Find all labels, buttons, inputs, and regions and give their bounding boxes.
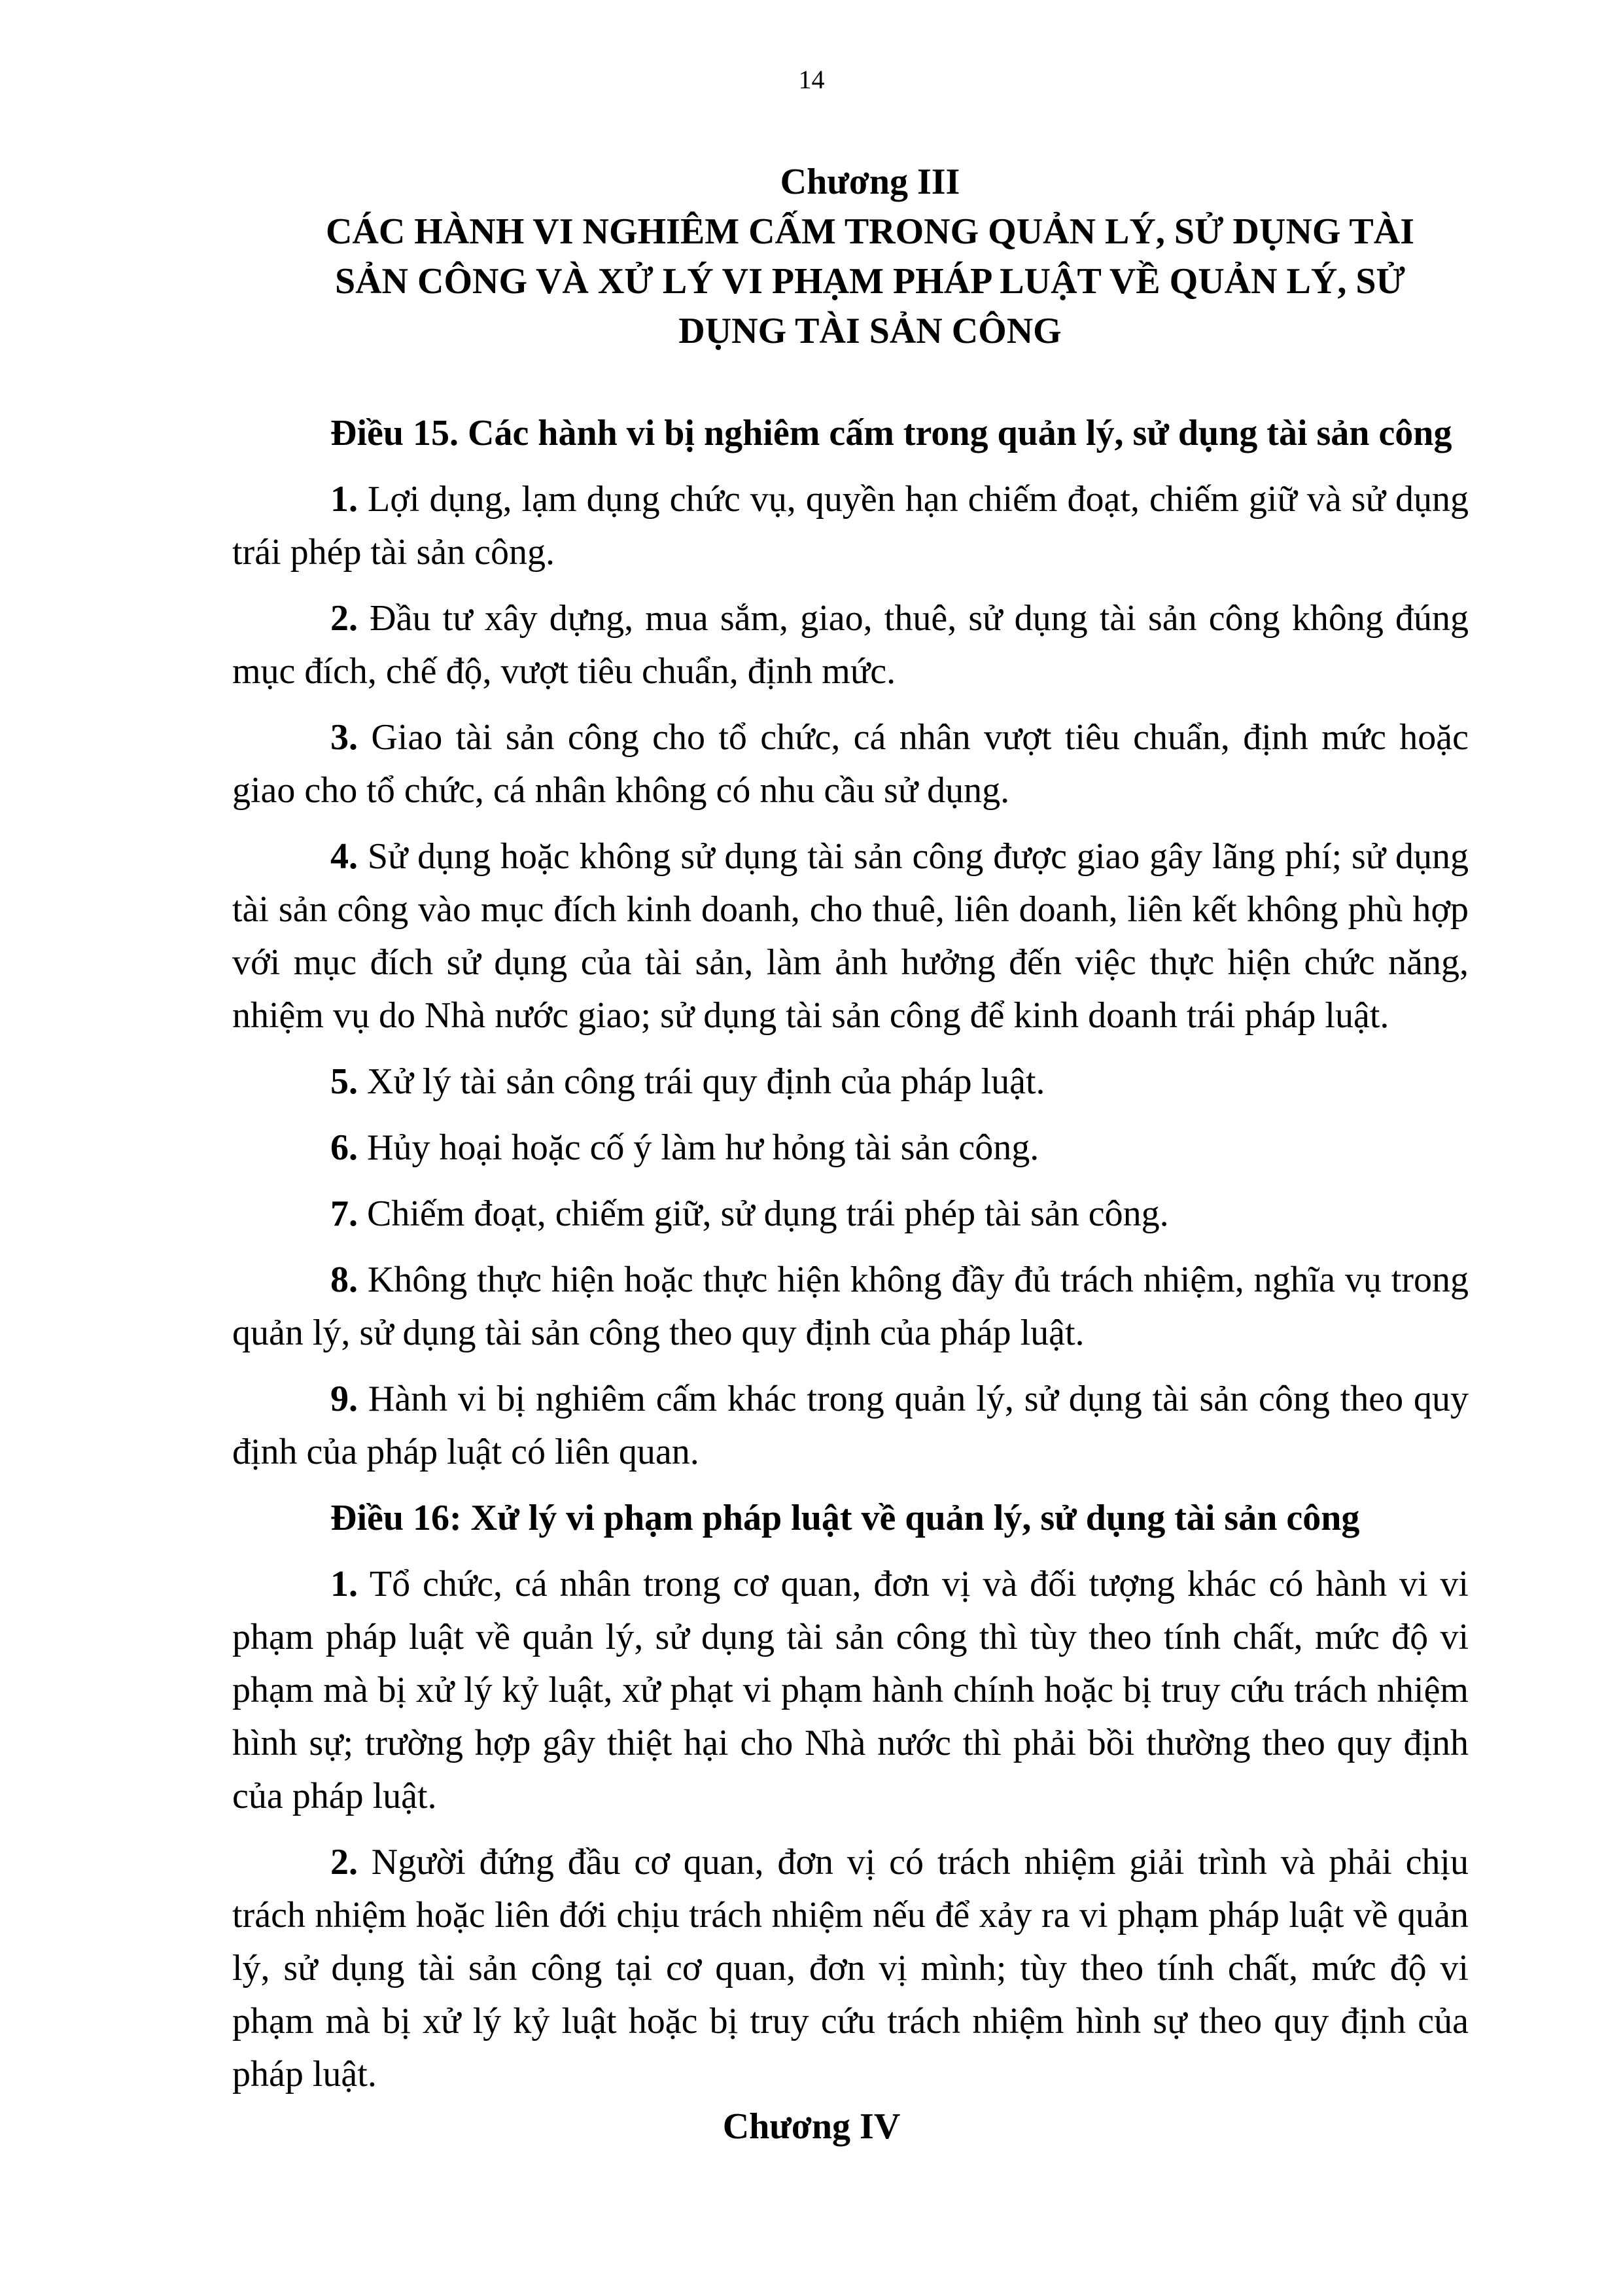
article-15-item-3 <box>232 711 1469 817</box>
article-16-item-1 <box>232 1558 1469 1823</box>
article-15-item-6 <box>232 1122 1469 1174</box>
chapter-3-title-line-3: DỤNG TÀI SẢN CÔNG <box>678 311 1062 351</box>
article-15-item-9 <box>232 1373 1469 1479</box>
item-number: 4. <box>330 836 358 877</box>
item-text: Người đứng đầu cơ quan, đơn vị có trách nhiệm giải trình và phải chịu trách nhiệm hoặc liên đới chịu trách nhiệm nếu để xảy ra vi phạm pháp luật về quản lý, sử dụng tài sản công tại cơ quan, đơn vị mình; tùy theo tính chất, mức độ vi phạm mà bị xử lý kỷ luật hoặc bị truy cứu trách nhiệm hình sự theo quy định của pháp luật. <box>232 1842 1469 2094</box>
item-number: 6. <box>330 1127 358 1168</box>
chapter-3-title-line-1: CÁC HÀNH VI NGHIÊM CẤM TRONG QUẢN LÝ, SỬ DỤNG TÀI <box>325 211 1415 252</box>
item-number: 1. <box>330 479 358 520</box>
article-16-title: Điều 16: Xử lý vi phạm pháp luật về quản lý, sử dụng tài sản công <box>330 1498 1360 1538</box>
item-text: Giao tài sản công cho tổ chức, cá nhân vượt tiêu chuẩn, định mức hoặc giao cho tổ chức, cá nhân không có nhu cầu sử dụng. <box>232 717 1469 811</box>
item-number: 1. <box>330 1564 358 1604</box>
document-body <box>232 407 1469 2114</box>
item-text: Hành vi bị nghiêm cấm khác trong quản lý, sử dụng tài sản công theo quy định của pháp luật có liên quan. <box>232 1379 1469 1472</box>
chapter-3-heading <box>288 157 1452 356</box>
item-number: 2. <box>330 1842 358 1882</box>
item-number: 3. <box>330 717 358 758</box>
article-15-item-8 <box>232 1254 1469 1360</box>
chapter-3-label: Chương III <box>780 162 960 202</box>
item-number: 9. <box>330 1379 358 1419</box>
item-text: Lợi dụng, lạm dụng chức vụ, quyền hạn chiếm đoạt, chiếm giữ và sử dụng trái phép tài sản công. <box>232 479 1469 573</box>
article-15-item-1 <box>232 473 1469 579</box>
item-number: 5. <box>330 1061 358 1102</box>
article-15-title: Điều 15. Các hành vi bị nghiêm cấm trong quản lý, sử dụng tài sản công <box>330 413 1452 453</box>
item-text: Tổ chức, cá nhân trong cơ quan, đơn vị và đối tượng khác có hành vi vi phạm pháp luật về quản lý, sử dụng tài sản công thì tùy theo tính chất, mức độ vi phạm mà bị xử lý kỷ luật, xử phạt vi phạm hành chính hoặc bị truy cứu trách nhiệm hình sự; trường hợp gây thiệt hại cho Nhà nước thì phải bồi thường theo quy định của pháp luật. <box>232 1564 1469 1816</box>
chapter-3-title-line-2: SẢN CÔNG VÀ XỬ LÝ VI PHẠM PHÁP LUẬT VỀ QUẢN LÝ, SỬ <box>334 261 1406 302</box>
item-text: Đầu tư xây dựng, mua sắm, giao, thuê, sử dụng tài sản công không đúng mục đích, chế độ, vượt tiêu chuẩn, định mức. <box>232 598 1469 692</box>
chapter-4-label: Chương IV <box>722 2106 901 2147</box>
article-15-item-4 <box>232 830 1469 1042</box>
page-number: 14 <box>798 65 825 94</box>
article-15-item-2 <box>232 592 1469 698</box>
item-number: 7. <box>330 1193 358 1234</box>
item-text: Hủy hoại hoặc cố ý làm hư hỏng tài sản công. <box>358 1127 1039 1168</box>
article-15-item-5 <box>232 1055 1469 1108</box>
article-15-item-7 <box>232 1188 1469 1241</box>
item-text: Xử lý tài sản công trái quy định của pháp luật. <box>358 1061 1045 1102</box>
item-text: Sử dụng hoặc không sử dụng tài sản công được giao gây lãng phí; sử dụng tài sản công vào mục đích kinh doanh, cho thuê, liên doanh, liên kết không phù hợp với mục đích sử dụng của tài sản, làm ảnh hưởng đến việc thực hiện chức năng, nhiệm vụ do Nhà nước giao; sử dụng tài sản công để kinh doanh trái pháp luật. <box>232 836 1469 1036</box>
item-number: 2. <box>330 598 358 639</box>
item-number: 8. <box>330 1260 358 1300</box>
article-16-item-2 <box>232 1836 1469 2101</box>
item-text: Chiếm đoạt, chiếm giữ, sử dụng trái phép tài sản công. <box>358 1193 1169 1234</box>
item-text: Không thực hiện hoặc thực hiện không đầy đủ trách nhiệm, nghĩa vụ trong quản lý, sử dụng tài sản công theo quy định của pháp luật. <box>232 1260 1469 1353</box>
